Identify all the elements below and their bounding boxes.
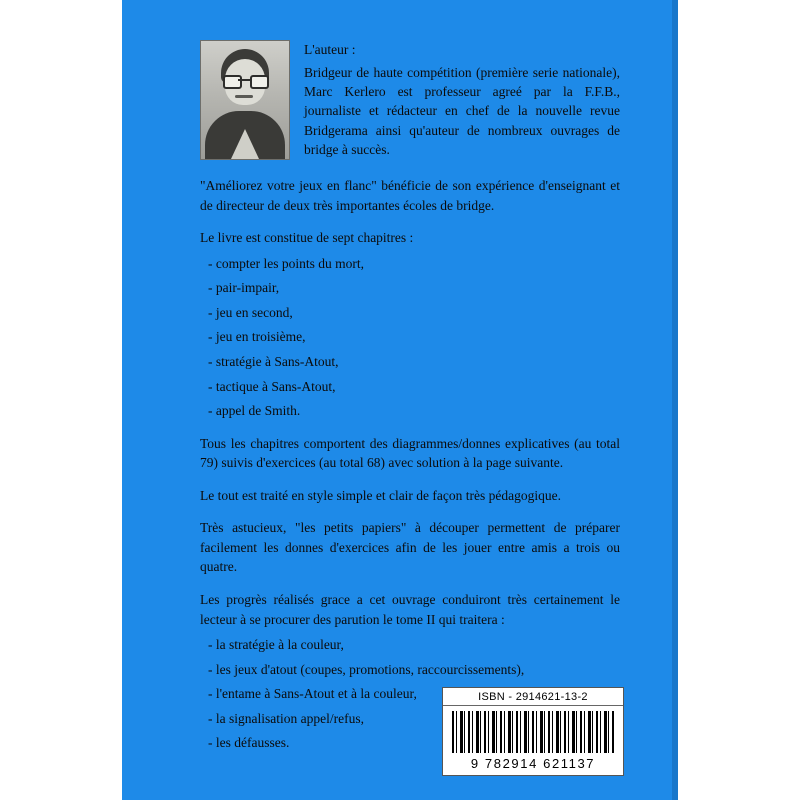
cover-content [200, 40, 620, 753]
list-item: - les défausses. [208, 735, 290, 751]
list-item: - jeu en troisième, [208, 329, 306, 345]
portrait-glasses-right [250, 75, 269, 89]
paragraph-petits-papiers: Très astucieux, "les petits papiers" à découper permettent de préparer facilement les donnes d'exercices afin de les jouer entre amis a trois ou quatre. [200, 520, 620, 575]
barcode-area [443, 706, 623, 755]
paragraph-tome-deux: Les progrès réalisés grace a cet ouvrage conduiront très certainement le lecteur à se procurer des parution le tome II qui traitera : [200, 592, 620, 627]
paragraph-style: Le tout est traité en style simple et clair de façon très pédagogique. [200, 487, 561, 503]
portrait-glasses-left [223, 75, 242, 89]
list-item: - jeu en second, [208, 304, 293, 320]
list-item: - tactique à Sans-Atout, [208, 378, 336, 394]
book-back-cover [122, 0, 678, 800]
list-item: - la stratégie à la couleur, [208, 637, 344, 653]
isbn-barcode-block [442, 687, 624, 776]
list-item: - pair-impair, [208, 280, 280, 296]
list-item: - les jeux d'atout (coupes, promotions, raccourcissements), [208, 661, 525, 677]
author-text-column [304, 40, 620, 159]
paragraph-book-benefit: "Améliorez votre jeux en flanc" bénéficie de son expérience d'enseignant et de directeur de deux très importantes écoles de bridge. [200, 178, 620, 213]
isbn-label: ISBN - 2914621-13-2 [443, 688, 623, 706]
author-portrait-photo [200, 40, 290, 160]
cover-spine-edge [672, 0, 678, 800]
chapter-list [200, 254, 620, 421]
portrait-glasses-bridge [238, 79, 250, 81]
author-block [200, 40, 620, 160]
portrait-mouth [235, 95, 253, 98]
paragraph-diagrams: Tous les chapitres comportent des diagrammes/donnes explicatives (au total 79) suivis d'exercices (au total 68) avec solution à la page suivante. [200, 435, 620, 471]
barcode-bars [452, 711, 614, 753]
paragraph-chapters-intro: Le livre est constitue de sept chapitres : [200, 230, 414, 246]
author-label: L'auteur : [304, 42, 356, 57]
list-item: - la signalisation appel/refus, [208, 710, 364, 726]
list-item: - stratégie à Sans-Atout, [208, 353, 339, 369]
barcode-digits: 9 782914 621137 [470, 756, 596, 771]
list-item: - l'entame à Sans-Atout et à la couleur, [208, 686, 417, 702]
list-item: - appel de Smith. [208, 403, 301, 419]
author-bio: Bridgeur de haute compétition (première serie nationale), Marc Kerlero est professeur agreé par la F.F.B., journaliste et rédacteur en chef de la nouvelle revue Bridgerama ainsi qu'auteur de nombreux ouvrages de bridge à succès. [304, 65, 620, 157]
list-item: - compter les points du mort, [208, 255, 364, 271]
